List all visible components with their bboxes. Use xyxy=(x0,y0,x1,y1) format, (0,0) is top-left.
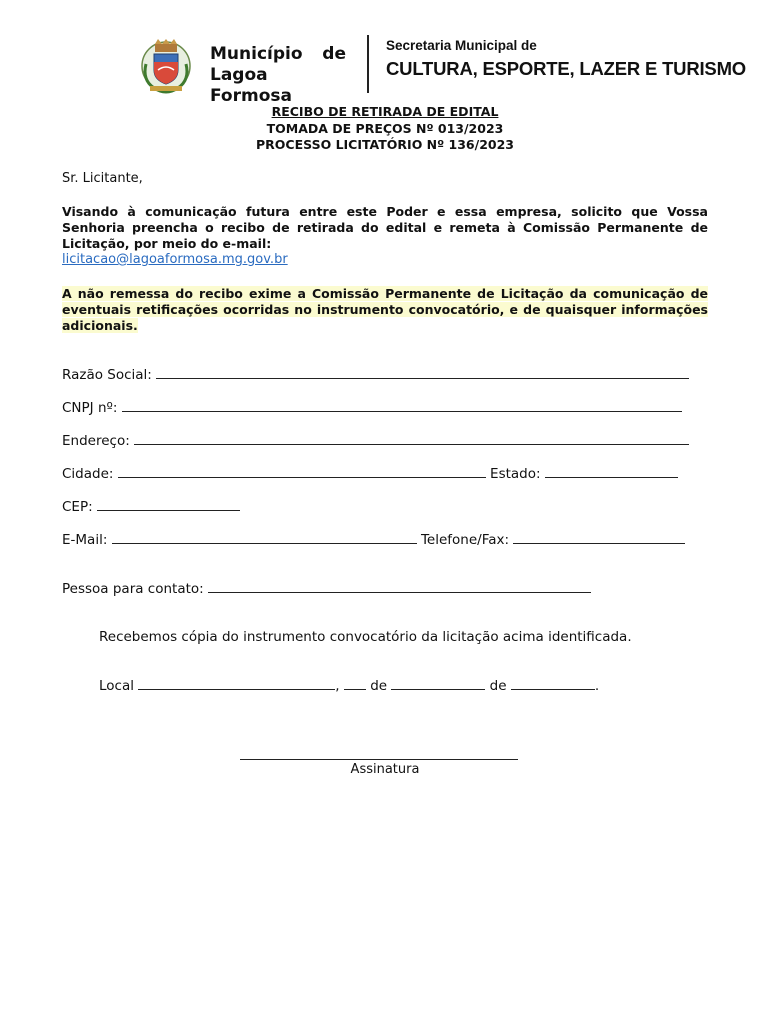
de-label-2: de xyxy=(489,678,507,694)
signature-label: Assinatura xyxy=(350,762,420,777)
local-field[interactable] xyxy=(138,678,335,690)
document-subtitle-tomada: TOMADA DE PREÇOS Nº 013/2023 xyxy=(266,121,504,136)
greeting: Sr. Licitante, xyxy=(62,171,143,186)
cidade-field[interactable] xyxy=(118,466,486,478)
instruction-paragraph: Visando à comunicação futura entre este Poder e essa empresa, solicito que Vossa Senhoria preencha o recibo de retirada do edital e remeta à Comissão Permanente de Licitação, por meio do e-mail: xyxy=(62,204,708,251)
receipt-statement: Recebemos cópia do instrumento convocatório da licitação acima identificada. xyxy=(99,629,632,645)
municipio-de-word: de xyxy=(322,44,346,64)
month-field[interactable] xyxy=(391,678,485,690)
endereco-row xyxy=(62,433,689,449)
contato-field[interactable] xyxy=(208,581,591,593)
estado-label: Estado: xyxy=(490,466,541,482)
municipio-city: Lagoa Formosa xyxy=(210,65,292,106)
signature-line[interactable] xyxy=(240,759,518,760)
cep-field[interactable] xyxy=(97,499,240,511)
email-label: E-Mail: xyxy=(62,532,108,548)
telefone-label: Telefone/Fax: xyxy=(420,532,510,548)
email-telefone-row xyxy=(62,532,685,548)
cnpj-row xyxy=(62,400,682,416)
contato-label: Pessoa para contato: xyxy=(62,581,204,597)
razao-social-field[interactable] xyxy=(156,367,689,379)
warning-paragraph xyxy=(62,286,708,334)
year-field[interactable] xyxy=(511,678,595,690)
contato-row xyxy=(62,581,591,597)
razao-social-row xyxy=(62,367,689,383)
header-divider xyxy=(367,35,369,93)
cnpj-field[interactable] xyxy=(122,400,682,412)
telefone-field[interactable] xyxy=(513,532,685,544)
local-period: . xyxy=(594,678,600,694)
endereco-field[interactable] xyxy=(134,433,689,445)
warning-text: A não remessa do recibo exime a Comissão Permanente de Licitação da comunicação de eventuais retificações ocorridas no instrumento convocatório, e de quaisquer informações adicionais. xyxy=(62,286,708,333)
cidade-label: Cidade: xyxy=(62,466,114,482)
de-label-1: de xyxy=(370,678,388,694)
municipal-crest-icon xyxy=(140,36,192,94)
cnpj-label: CNPJ nº: xyxy=(62,400,118,416)
local-date-row xyxy=(99,678,599,694)
municipio-word: Município xyxy=(210,44,303,64)
secretaria-title: CULTURA, ESPORTE, LAZER E TURISMO xyxy=(386,58,746,79)
cep-row xyxy=(62,499,240,515)
email-link[interactable]: licitacao@lagoaformosa.mg.gov.br xyxy=(62,252,288,267)
local-comma: , xyxy=(335,678,340,694)
day-field[interactable] xyxy=(344,678,366,690)
document-subtitle-processo: PROCESSO LICITATÓRIO Nº 136/2023 xyxy=(256,137,514,152)
cep-label: CEP: xyxy=(62,499,93,515)
local-label: Local xyxy=(99,678,134,694)
secretaria-label: Secretaria Municipal de xyxy=(386,38,537,53)
cidade-estado-row xyxy=(62,466,678,482)
municipio-name xyxy=(210,44,346,107)
estado-field[interactable] xyxy=(545,466,678,478)
email-field[interactable] xyxy=(112,532,417,544)
razao-social-label: Razão Social: xyxy=(62,367,152,383)
endereco-label: Endereço: xyxy=(62,433,130,449)
document-title: RECIBO DE RETIRADA DE EDITAL xyxy=(271,104,499,119)
